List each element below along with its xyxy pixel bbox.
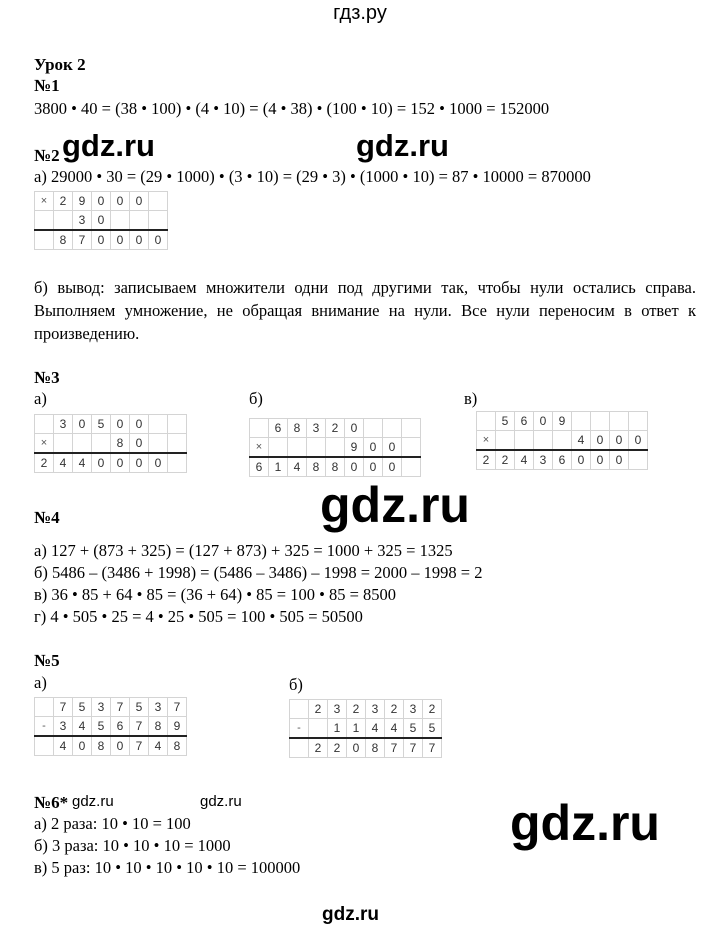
- task-4-line-b: б) 5486 – (3486 + 1998) = (5486 – 3486) – 1998 = 2000 – 1998 = 2: [34, 563, 483, 582]
- task-6-label: №6*: [34, 793, 69, 812]
- watermark: gdz.ru: [320, 477, 470, 533]
- digit-cell: [168, 415, 187, 434]
- digit-cell: [326, 438, 345, 458]
- digit-cell: [477, 412, 496, 431]
- watermark: gdz.ru: [72, 793, 114, 810]
- digit-cell: [288, 438, 307, 458]
- digit-cell: 0: [383, 457, 402, 477]
- digit-cell: 0: [591, 431, 610, 451]
- digit-cell: 0: [610, 431, 629, 451]
- digit-cell: 0: [92, 211, 111, 231]
- digit-cell: 7: [130, 736, 149, 756]
- digit-cell: 9: [73, 192, 92, 211]
- digit-cell: 7: [404, 738, 423, 758]
- digit-cell: 9: [168, 717, 187, 737]
- digit-cell: 4: [572, 431, 591, 451]
- digit-cell: 2: [385, 700, 404, 719]
- digit-cell: 0: [130, 230, 149, 250]
- digit-cell: 3: [328, 700, 347, 719]
- digit-cell: [149, 434, 168, 454]
- digit-cell: 0: [149, 230, 168, 250]
- digit-cell: 3: [307, 419, 326, 438]
- task-3a-label: а): [34, 389, 47, 408]
- task-3c-grid: [476, 411, 648, 470]
- digit-cell: 0: [610, 450, 629, 470]
- task-4-line-a: а) 127 + (873 + 325) = (127 + 873) + 325 = 1000 + 325 = 1325: [34, 541, 453, 560]
- task-4-line-c: в) 36 • 85 + 64 • 85 = (36 + 64) • 85 = 100 • 85 = 8500: [34, 585, 397, 604]
- digit-cell: 0: [111, 415, 130, 434]
- digit-cell: 8: [366, 738, 385, 758]
- digit-cell: 0: [130, 453, 149, 473]
- digit-cell: [307, 438, 326, 458]
- digit-cell: 2: [496, 450, 515, 470]
- digit-cell: [35, 736, 54, 756]
- digit-cell: 4: [73, 453, 92, 473]
- digit-cell: [35, 211, 54, 231]
- digit-cell: 0: [383, 438, 402, 458]
- task-1-label: №1: [34, 76, 60, 95]
- digit-cell: [111, 211, 130, 231]
- digit-cell: 2: [309, 738, 328, 758]
- digit-cell: [591, 412, 610, 431]
- watermark: gdz.ru: [200, 793, 242, 810]
- digit-cell: 9: [553, 412, 572, 431]
- digit-cell: 8: [288, 419, 307, 438]
- task-4-line-d: г) 4 • 505 • 25 = 4 • 25 • 505 = 100 • 505 = 50500: [34, 607, 363, 626]
- task-3-label: №3: [34, 368, 60, 387]
- watermark: gdz.ru: [62, 128, 155, 163]
- digit-cell: 4: [73, 717, 92, 737]
- watermark: gdz.ru: [510, 795, 660, 851]
- digit-cell: 7: [73, 230, 92, 250]
- operator-symbol: ×: [35, 192, 54, 211]
- digit-cell: 4: [54, 453, 73, 473]
- footer-watermark: gdz.ru: [322, 904, 379, 925]
- digit-cell: 0: [73, 415, 92, 434]
- digit-cell: [54, 434, 73, 454]
- digit-cell: [35, 230, 54, 250]
- digit-cell: [383, 419, 402, 438]
- digit-cell: 7: [385, 738, 404, 758]
- task-6-line-a: а) 2 раза: 10 • 10 = 100: [34, 814, 191, 833]
- digit-cell: 5: [130, 698, 149, 717]
- digit-cell: 5: [423, 719, 442, 739]
- digit-cell: [515, 431, 534, 451]
- digit-cell: [610, 412, 629, 431]
- digit-cell: [364, 419, 383, 438]
- digit-cell: 1: [269, 457, 288, 477]
- digit-cell: 7: [130, 717, 149, 737]
- task-5b-subtraction-grid: [289, 699, 442, 758]
- operator-symbol: ×: [35, 434, 54, 454]
- task-4-label: №4: [34, 508, 60, 527]
- digit-cell: 0: [364, 438, 383, 458]
- digit-cell: 0: [572, 450, 591, 470]
- digit-cell: [496, 431, 515, 451]
- digit-cell: 3: [73, 211, 92, 231]
- digit-cell: 4: [515, 450, 534, 470]
- task-6-line-c: в) 5 раз: 10 • 10 • 10 • 10 • 10 = 100000: [34, 858, 301, 877]
- digit-cell: 8: [54, 230, 73, 250]
- digit-cell: [402, 457, 421, 477]
- digit-cell: 0: [92, 230, 111, 250]
- digit-cell: 4: [288, 457, 307, 477]
- digit-cell: 0: [347, 738, 366, 758]
- digit-cell: 3: [92, 698, 111, 717]
- digit-cell: 0: [629, 431, 648, 451]
- digit-cell: [35, 698, 54, 717]
- digit-cell: 0: [149, 453, 168, 473]
- digit-cell: 3: [366, 700, 385, 719]
- digit-cell: 0: [92, 453, 111, 473]
- digit-cell: 5: [496, 412, 515, 431]
- lesson-title: Урок 2: [34, 55, 86, 74]
- digit-cell: 8: [168, 736, 187, 756]
- digit-cell: 6: [250, 457, 269, 477]
- digit-cell: 4: [385, 719, 404, 739]
- digit-cell: 4: [366, 719, 385, 739]
- digit-cell: 2: [347, 700, 366, 719]
- digit-cell: 6: [515, 412, 534, 431]
- watermark: gdz.ru: [356, 128, 449, 163]
- operator-symbol: ×: [477, 431, 496, 451]
- digit-cell: 2: [309, 700, 328, 719]
- task-3b-label: б): [249, 389, 263, 408]
- digit-cell: 7: [111, 698, 130, 717]
- digit-cell: 0: [345, 457, 364, 477]
- digit-cell: [629, 412, 648, 431]
- digit-cell: 0: [130, 415, 149, 434]
- digit-cell: [149, 192, 168, 211]
- site-title: гдз.ру: [333, 2, 387, 24]
- digit-cell: 5: [92, 717, 111, 737]
- digit-cell: 6: [553, 450, 572, 470]
- digit-cell: [149, 211, 168, 231]
- task-5-label: №5: [34, 651, 60, 670]
- digit-cell: 2: [54, 192, 73, 211]
- digit-cell: 6: [111, 717, 130, 737]
- digit-cell: 0: [73, 736, 92, 756]
- digit-cell: [534, 431, 553, 451]
- digit-cell: 2: [328, 738, 347, 758]
- digit-cell: 0: [534, 412, 553, 431]
- task-3b-grid: [249, 418, 421, 477]
- digit-cell: 0: [364, 457, 383, 477]
- digit-cell: 8: [111, 434, 130, 454]
- digit-cell: [92, 434, 111, 454]
- digit-cell: 7: [423, 738, 442, 758]
- digit-cell: [629, 450, 648, 470]
- digit-cell: 3: [534, 450, 553, 470]
- digit-cell: [402, 419, 421, 438]
- task-5b-label: б): [289, 675, 303, 694]
- digit-cell: 5: [92, 415, 111, 434]
- digit-cell: 5: [404, 719, 423, 739]
- digit-cell: 0: [130, 434, 149, 454]
- digit-cell: [168, 453, 187, 473]
- digit-cell: [290, 738, 309, 758]
- task-2-label: №2: [34, 146, 60, 165]
- operator-symbol: -: [290, 719, 309, 739]
- task-2-multiplication-grid: [34, 191, 168, 250]
- digit-cell: [149, 415, 168, 434]
- digit-cell: [130, 211, 149, 231]
- task-6-line-b: б) 3 раза: 10 • 10 • 10 = 1000: [34, 836, 231, 855]
- task-2-line-a: а) 29000 • 30 = (29 • 1000) • (3 • 10) = (29 • 3) • (1000 • 10) = 87 • 10000 = 870000: [34, 167, 591, 186]
- digit-cell: 2: [326, 419, 345, 438]
- operator-symbol: -: [35, 717, 54, 737]
- task-5a-subtraction-grid: [34, 697, 187, 756]
- digit-cell: [572, 412, 591, 431]
- digit-cell: [250, 419, 269, 438]
- task-5a-label: а): [34, 673, 47, 692]
- digit-cell: 7: [54, 698, 73, 717]
- digit-cell: 1: [347, 719, 366, 739]
- digit-cell: 0: [130, 192, 149, 211]
- digit-cell: 1: [328, 719, 347, 739]
- digit-cell: 8: [326, 457, 345, 477]
- digit-cell: [309, 719, 328, 739]
- digit-cell: 0: [111, 192, 130, 211]
- digit-cell: 8: [307, 457, 326, 477]
- digit-cell: 0: [92, 192, 111, 211]
- digit-cell: 0: [345, 419, 364, 438]
- digit-cell: [73, 434, 92, 454]
- digit-cell: [54, 211, 73, 231]
- digit-cell: 3: [404, 700, 423, 719]
- digit-cell: 0: [111, 230, 130, 250]
- digit-cell: [269, 438, 288, 458]
- digit-cell: 3: [149, 698, 168, 717]
- digit-cell: [553, 431, 572, 451]
- task-3c-label: в): [464, 389, 478, 408]
- digit-cell: 4: [149, 736, 168, 756]
- digit-cell: 6: [269, 419, 288, 438]
- digit-cell: 8: [92, 736, 111, 756]
- digit-cell: 9: [345, 438, 364, 458]
- digit-cell: 7: [168, 698, 187, 717]
- digit-cell: 3: [54, 415, 73, 434]
- digit-cell: 0: [111, 736, 130, 756]
- task-3a-grid: [34, 414, 187, 473]
- digit-cell: 0: [591, 450, 610, 470]
- operator-symbol: ×: [250, 438, 269, 458]
- operator-symbol: [35, 415, 54, 434]
- digit-cell: [402, 438, 421, 458]
- digit-cell: [168, 434, 187, 454]
- digit-cell: 2: [477, 450, 496, 470]
- digit-cell: 0: [111, 453, 130, 473]
- task-1-line: 3800 • 40 = (38 • 100) • (4 • 10) = (4 • 38) • (100 • 10) = 152 • 1000 = 152000: [34, 99, 550, 118]
- digit-cell: 3: [54, 717, 73, 737]
- digit-cell: 2: [35, 453, 54, 473]
- digit-cell: 8: [149, 717, 168, 737]
- digit-cell: 2: [423, 700, 442, 719]
- digit-cell: 5: [73, 698, 92, 717]
- digit-cell: [290, 700, 309, 719]
- digit-cell: 4: [54, 736, 73, 756]
- task-2-conclusion: б) вывод: записываем множители одни под другими так, чтобы нули остались справа. Выполняем умножение, не обращая внимание на нули. Все нули переносим в ответ к произведению.: [34, 278, 696, 343]
